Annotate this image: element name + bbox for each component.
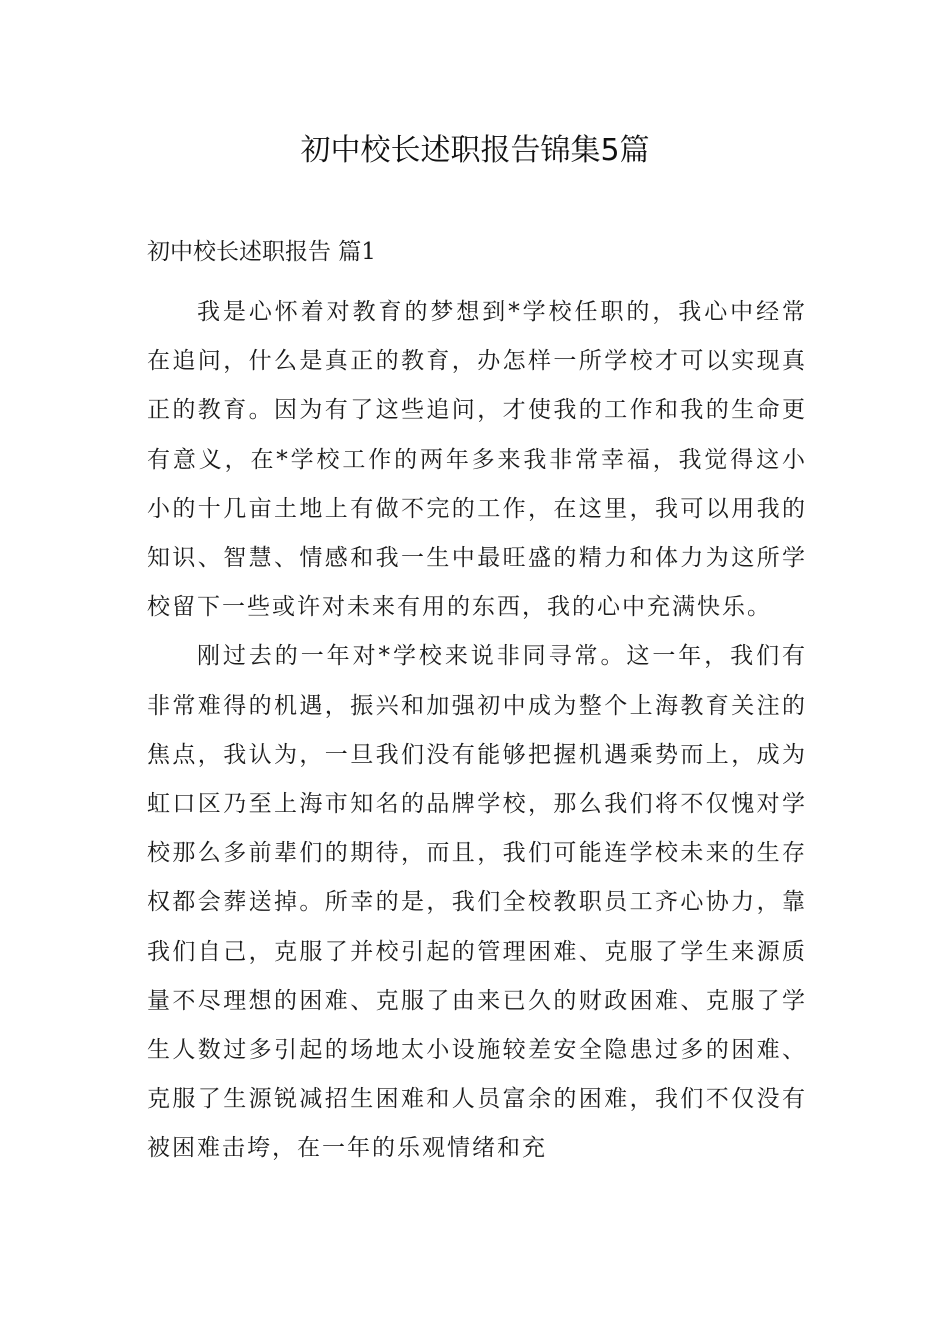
section-heading: 初中校长述职报告 篇1 bbox=[147, 239, 376, 265]
paragraph: 刚过去的一年对*学校来说非同寻常。这一年，我们有非常难得的机遇，振兴和加强初中成为整个上海教育关注的焦点，我认为，一旦我们没有能够把握机遇乘势而上，成为虹口区乃至上海市知名的品牌学校，那么我们将不仅愧对学校那么多前辈们的期待，而且，我们可能连学校未来的生存权都会葬送掉。所幸的是，我们全校教职员工齐心协力，靠我们自己，克服了并校引起的管理困难、克服了学生来源质量不尽理想的困难、克服了由来已久的财政困难、克服了学生人数过多引起的场地太小设施较差安全隐患过多的困难、克服了生源锐减招生困难和人员富余的困难，我们不仅没有被困难击垮，在一年的乐观情绪和充 bbox=[147, 643, 807, 1162]
document-body bbox=[147, 288, 807, 1174]
document-title: 初中校长述职报告锦集5篇 bbox=[300, 133, 650, 168]
paragraph: 我是心怀着对教育的梦想到*学校任职的，我心中经常在追问，什么是真正的教育，办怎样一所学校才可以实现真正的教育。因为有了这些追问，才使我的工作和我的生命更有意义，在*学校工作的两年多来我非常幸福，我觉得这小小的十几亩土地上有做不完的工作，在这里，我可以用我的知识、智慧、情感和我一生中最旺盛的精力和体力为这所学校留下一些或许对未来有用的东西，我的心中充满快乐。 bbox=[147, 299, 807, 621]
